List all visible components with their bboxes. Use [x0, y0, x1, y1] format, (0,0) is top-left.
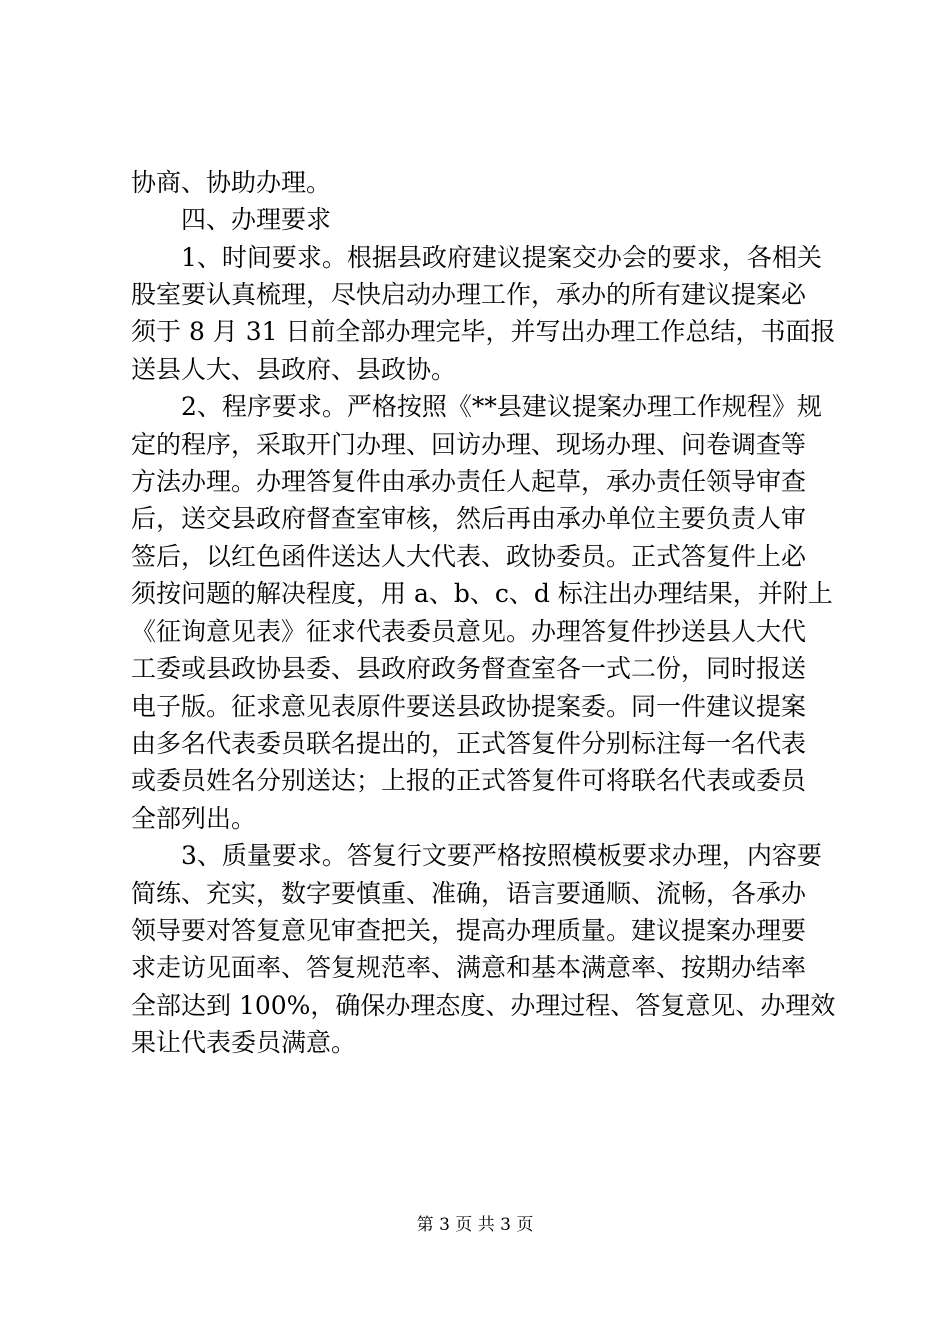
paragraph-line: 求走访见面率、答复规范率、满意和基本满意率、按期办结率 — [131, 953, 807, 982]
paragraph-line: 由多名代表委员联名提出的，正式答复件分别标注每一名代表 — [131, 729, 807, 758]
paragraph-line: 《征询意见表》征求代表委员意见。办理答复件抄送县人大代 — [131, 617, 807, 646]
paragraph-line: 全部列出。 — [131, 804, 257, 833]
paragraph-line: 签后，以红色函件送达人大代表、政协委员。正式答复件上必 — [131, 542, 807, 571]
paragraph-line: 全部达到 100%，确保办理态度、办理过程、答复意见、办理效 — [131, 991, 836, 1020]
section-heading: 四、办理要求 — [181, 205, 332, 234]
paragraph-line: 方法办理。办理答复件由承办责任人起草，承办责任领导审查 — [131, 467, 807, 496]
paragraph-line: 或委员姓名分别送达；上报的正式答复件可将联名代表或委员 — [131, 766, 807, 795]
paragraph-line: 3、质量要求。答复行文要严格按照模板要求办理，内容要 — [181, 841, 822, 870]
paragraph-line: 股室要认真梳理，尽快启动办理工作，承办的所有建议提案必 — [131, 280, 807, 309]
paragraph-line: 果让代表委员满意。 — [131, 1028, 357, 1057]
paragraph-line: 须按问题的解决程度，用 a、b、c、d 标注出办理结果，并附上 — [131, 579, 833, 608]
paragraph-line: 送县人大、县政府、县政协。 — [131, 355, 457, 384]
paragraph-line: 1、时间要求。根据县政府建议提案交办会的要求，各相关 — [181, 243, 822, 272]
paragraph-line: 简练、充实，数字要慎重、准确，语言要通顺、流畅，各承办 — [131, 879, 807, 908]
paragraph-line: 须于 8 月 31 日前全部办理完毕，并写出办理工作总结，书面报 — [131, 317, 836, 346]
paragraph-line: 定的程序，采取开门办理、回访办理、现场办理、问卷调查等 — [131, 430, 807, 459]
page-number: 第 3 页 共 3 页 — [416, 1215, 534, 1235]
paragraph-line: 协商、协助办理。 — [131, 168, 332, 197]
paragraph-line: 工委或县政协县委、县政府政务督查室各一式二份，同时报送 — [131, 654, 807, 683]
paragraph-line: 后，送交县政府督查室审核，然后再由承办单位主要负责人审 — [131, 504, 807, 533]
paragraph-line: 2、程序要求。严格按照《**县建议提案办理工作规程》规 — [181, 392, 822, 421]
paragraph-line: 电子版。征求意见表原件要送县政协提案委。同一件建议提案 — [131, 692, 807, 721]
paragraph-line: 领导要对答复意见审查把关，提高办理质量。建议提案办理要 — [131, 916, 807, 945]
